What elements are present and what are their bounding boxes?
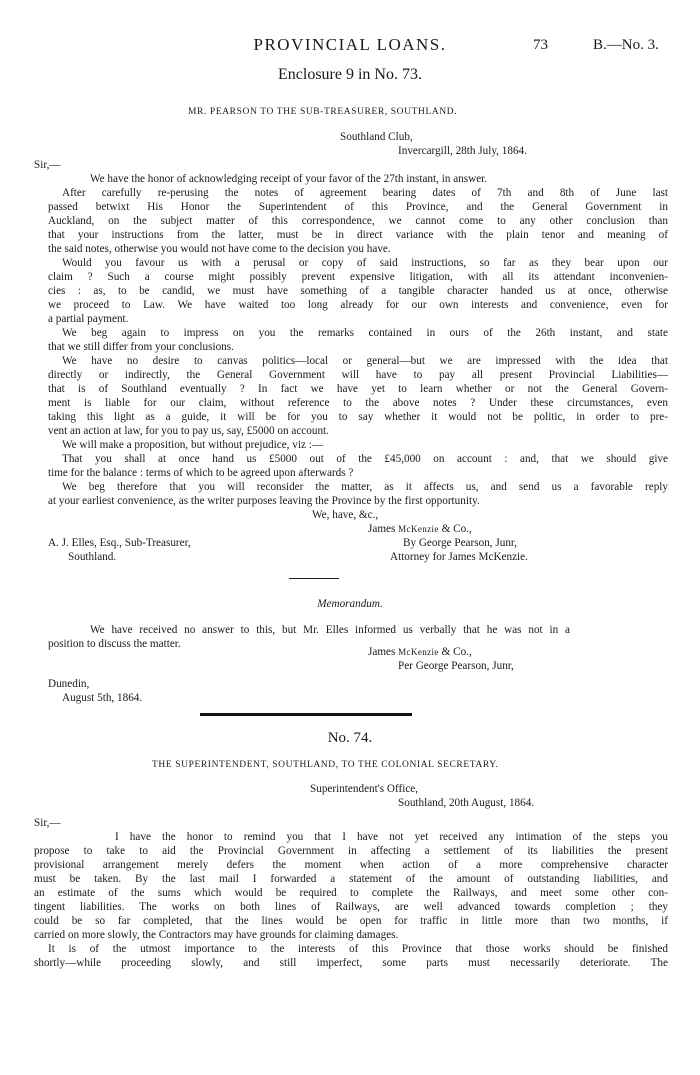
- body-line: at your earliest convenience, as the writer purposes leaving the Province by the first opportunity.: [48, 495, 480, 507]
- body-line: directly or indirectly, the General Government will have to pay all present Provincial Liabilities—: [48, 369, 668, 381]
- page-number: 73: [533, 37, 548, 53]
- letter-address-line2: Invercargill, 28th July, 1864.: [398, 145, 527, 157]
- body-line: provisional arrangement merely defers the moment when action of a more comprehensive character: [34, 859, 668, 871]
- letter-heading: MR. PEARSON TO THE SUB-TREASURER, SOUTHLAND.: [188, 107, 458, 117]
- letter-signature: James McKenzie & Co.,: [368, 523, 472, 535]
- section-divider: [289, 578, 339, 579]
- no74-address-line1: Superintendent's Office,: [310, 783, 419, 795]
- body-line: we proceed to Law. We have waited too long already for our own interests and convenience, even for: [48, 299, 668, 311]
- no74-heading: THE SUPERINTENDENT, SOUTHLAND, TO THE COLONIAL SECRETARY.: [152, 760, 499, 770]
- body-line: After carefully re-perusing the notes of agreement bearing dates of 7th and 8th of June last: [62, 187, 668, 199]
- body-line: could be so far completed, that the lines would be open for traffic in little more than two months, if: [34, 915, 668, 927]
- body-line: shortly—while proceeding slowly, and still imperfect, some parts must necessarily deteriorate. The: [34, 957, 668, 969]
- no74-title: No. 74.: [327, 730, 373, 746]
- body-line: We have the honor of acknowledging receipt of your favor of the 27th instant, in answer.: [90, 173, 488, 185]
- body-line: that your instructions from the latter, must be in direct variance with the plain tenor and meaning of: [48, 229, 668, 241]
- body-line: Would you favour us with a perusal or copy of said instructions, so far as they bear upon our: [62, 257, 668, 269]
- no74-salutation: Sir,—: [34, 817, 61, 829]
- body-line: vent an action at law, for you to pay us, say, £5000 on account.: [48, 425, 329, 437]
- letter-closing: We, have, &c.,: [312, 509, 379, 521]
- memorandum-date: August 5th, 1864.: [62, 692, 143, 704]
- body-line: that we still differ from your conclusions.: [48, 341, 234, 353]
- body-line: tingent liabilities. The works on both lines of Railways, are well advanced towards completion ; they: [34, 901, 668, 913]
- body-line: I have the honor to remind you that I have not yet received any intimation of the steps you: [115, 831, 668, 843]
- body-line: We beg therefore that you will reconsider the matter, as it affects us, and send us a favorable reply: [62, 481, 668, 493]
- no74-address-line2: Southland, 20th August, 1864.: [398, 797, 535, 809]
- body-line: a partial payment.: [48, 313, 129, 325]
- memorandum-signature: James McKenzie & Co.,: [368, 646, 472, 658]
- body-line: taking this light as a guide, it will be for you to say whether it would not be politic, in order to pre-: [48, 411, 668, 423]
- body-line: ment is liable for our claim, without reference to the above notes ? Under these circumstances, even: [48, 397, 668, 409]
- letter-addressee-place: Southland.: [68, 551, 117, 563]
- letter-signature-attorney: Attorney for James McKenzie.: [390, 551, 528, 563]
- enclosure-title: Enclosure 9 in No. 73.: [278, 66, 422, 83]
- letter-address-line1: Southland Club,: [340, 131, 413, 143]
- series-number: B.—No. 3.: [593, 37, 659, 53]
- letter-salutation: Sir,—: [34, 159, 61, 171]
- memorandum-line: We have received no answer to this, but Mr. Elles informed us verbally that he was not in a: [90, 624, 570, 636]
- body-line: That you shall at once hand us £5000 out of the £45,000 on account : and, that we should give: [62, 453, 668, 465]
- body-line: time for the balance : terms of which to be agreed upon afterwards ?: [48, 467, 354, 479]
- page-header-title: PROVINCIAL LOANS.: [253, 35, 447, 54]
- body-line: We have no desire to canvas politics—local or general—but we are impressed with the idea that: [62, 355, 668, 367]
- memorandum-place: Dunedin,: [48, 678, 90, 690]
- memorandum-title: Memorandum.: [317, 598, 383, 610]
- memorandum-line: position to discuss the matter.: [48, 638, 181, 650]
- section-rule: [200, 713, 412, 716]
- body-line: an estimate of the sums which would be required to complete the Railways, and meet some other con-: [34, 887, 668, 899]
- body-line: claim ? Such a course might possibly prevent expensive litigation, with all its attendant inconvenien-: [48, 271, 668, 283]
- body-line: cies : as, to be candid, we must have something of a tangible character handed us at once, otherwise: [48, 285, 668, 297]
- letter-addressee: A. J. Elles, Esq., Sub-Treasurer,: [48, 537, 191, 549]
- body-line: We will make a proposition, but without prejudice, viz :—: [62, 439, 324, 451]
- body-line: Auckland, on the subject matter of this correspondence, we cannot come to any other conclusion than: [48, 215, 668, 227]
- letter-signature-by: By George Pearson, Junr,: [403, 537, 517, 549]
- body-line: propose to take to aid the Provincial Government in affecting a settlement of its liabilities the present: [34, 845, 668, 857]
- body-line: carried on more slowly, the Contractors may have grounds for claiming damages.: [34, 929, 399, 941]
- body-line: must be taken. By the last mail I forwarded a statement of the amount of outstanding liabilities, and: [34, 873, 668, 885]
- body-line: We beg again to impress on you the remarks contained in ours of the 26th instant, and state: [62, 327, 668, 339]
- memorandum-signature-per: Per George Pearson, Junr,: [398, 660, 514, 672]
- body-line: It is of the utmost importance to the interests of this Province that those works should be finished: [48, 943, 668, 955]
- body-line: passed betwixt His Honor the Superintendent of this Province, and the General Government in: [48, 201, 668, 213]
- body-line: that is of Southland eventually ? In fact we have yet to learn whether or not the General Govern-: [48, 383, 668, 395]
- body-line: the said notes, otherwise you would not have come to the decision you have.: [48, 243, 391, 255]
